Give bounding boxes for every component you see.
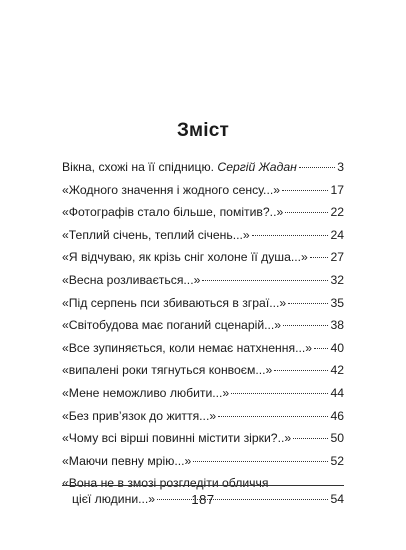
toc-entry-title: «Під серпень пси збиваються в зграї...» [62, 295, 287, 310]
toc-entry-page: 52 [330, 453, 344, 468]
toc-entry-author: Сергій Жадан [217, 160, 297, 174]
toc-entry-title: «Я відчуваю, як крізь сніг холоне її душа...» [62, 250, 308, 265]
dot-leader [299, 166, 335, 168]
toc-entry-page: 50 [330, 431, 344, 446]
toc-entry [62, 228, 344, 251]
dot-leader [282, 189, 328, 191]
toc-entry-title: «Все зупиняється, коли немає натхнення...» [62, 340, 313, 355]
toc-entry-page: 42 [330, 363, 344, 378]
dot-leader [288, 302, 328, 304]
toc-entry [62, 318, 344, 341]
toc-entry [62, 205, 344, 228]
toc-entry-page: 24 [330, 227, 344, 242]
toc-entry-page: 22 [330, 205, 344, 220]
toc-entry-page: 38 [330, 318, 344, 333]
toc-entry-title: «Вона не в змозі розгледіти обличчя [62, 476, 269, 491]
dot-leader [293, 437, 328, 439]
dot-leader [252, 234, 329, 236]
toc-entry [62, 454, 344, 477]
dot-leader [310, 256, 329, 258]
toc-entry-page: 27 [330, 250, 344, 265]
dot-leader [314, 347, 328, 349]
toc-entry-title: «Жодного значення і жодного сенсу...» [62, 182, 280, 197]
dot-leader [231, 392, 328, 394]
toc-entry-title: «Без прив’язок до життя...» [62, 408, 217, 423]
toc-entry-title [62, 160, 297, 174]
toc-entry-page: 44 [330, 385, 344, 400]
dot-leader [218, 415, 328, 417]
toc-entry-title: «Мене неможливо любити...» [62, 385, 230, 400]
toc-entry [62, 409, 344, 432]
dot-leader [274, 369, 328, 371]
toc-entry-page: 35 [330, 295, 344, 310]
toc-entry [62, 341, 344, 364]
toc-entry-page: 54 [330, 491, 344, 506]
dot-leader [202, 279, 328, 281]
toc-entry-title: «Чому всі вірші повинні містити зірки?..» [62, 431, 292, 446]
toc-entry-title: «Весна розливається...» [62, 272, 201, 287]
dot-leader [193, 460, 328, 462]
toc-entry [62, 160, 344, 183]
page-number: 187 [191, 492, 215, 507]
toc-entry-title: «випалені роки тягнуться конвоєм...» [62, 363, 273, 378]
toc-entry-title: «Світобудова має поганий сценарій...» [62, 318, 282, 333]
table-of-contents [62, 160, 344, 506]
toc-entry-title-continued: цієї людини...» [72, 491, 156, 506]
dot-leader [285, 211, 328, 213]
toc-entry-title: «Маючи певну мрію...» [62, 453, 192, 468]
toc-entry [62, 296, 344, 319]
toc-entry-page: 40 [330, 340, 344, 355]
toc-entry-page: 17 [330, 182, 344, 197]
page-title: Зміст [176, 120, 230, 141]
toc-entry-title: «Фотографів стало більше, помітив?..» [62, 205, 284, 220]
footer-divider [62, 485, 344, 486]
toc-entry-page: 3 [337, 160, 344, 174]
toc-entry [62, 250, 344, 273]
toc-entry-page: 46 [330, 408, 344, 423]
toc-entry-title-text: Вікна, схожі на її спідницю. [62, 160, 218, 174]
toc-entry-page: 32 [330, 272, 344, 287]
dot-leader [283, 324, 328, 326]
toc-entry [62, 183, 344, 206]
toc-entry [62, 431, 344, 454]
toc-entry [62, 273, 344, 296]
toc-entry [62, 363, 344, 386]
toc-entry [62, 386, 344, 409]
toc-entry-title: «Теплий січень, теплий січень...» [62, 227, 250, 242]
